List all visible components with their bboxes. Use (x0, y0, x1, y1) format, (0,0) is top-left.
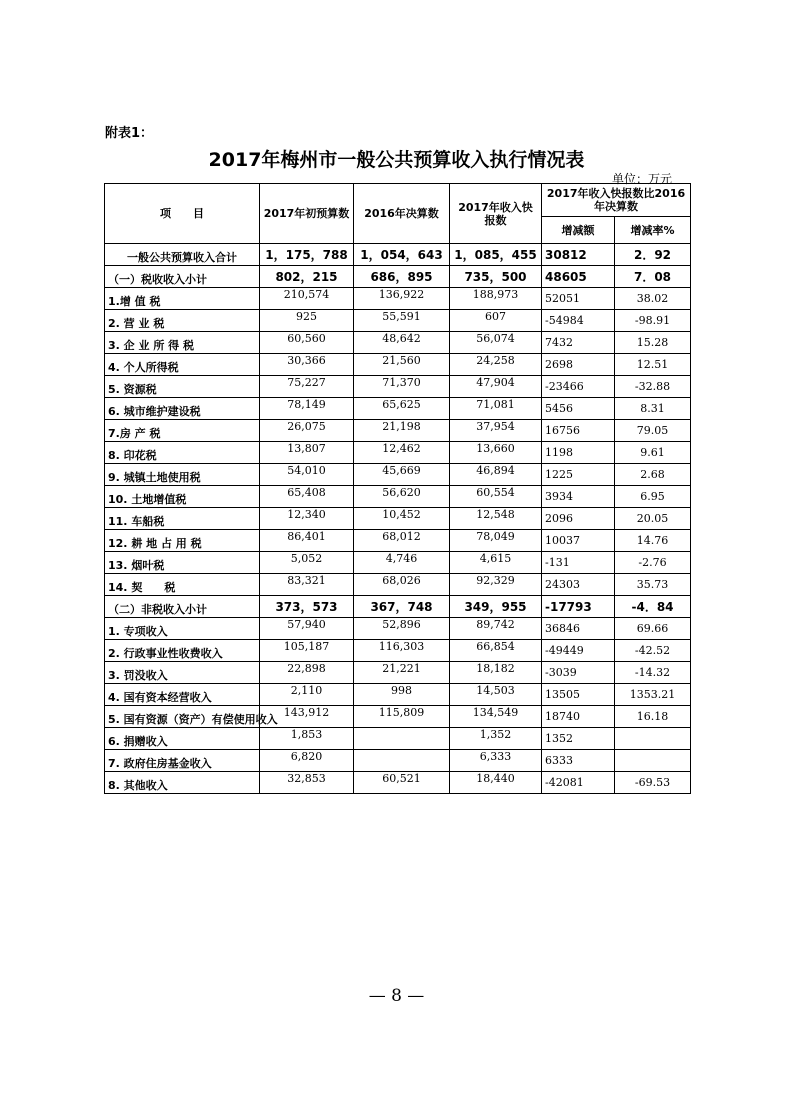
budget-2017-cell: 13,807 (260, 442, 354, 464)
budget-2017-cell: 26,075 (260, 420, 354, 442)
header-quick-2017: 2017年收入快报数 (450, 184, 542, 244)
table-row (105, 464, 691, 486)
quick-2017-cell: 14,503 (450, 684, 542, 706)
row-name: 3. 罚没收入 (105, 662, 260, 684)
final-2016-cell: 68,012 (354, 530, 450, 552)
rate-cell: 79.05 (615, 420, 691, 442)
quick-2017-cell: 188,973 (450, 288, 542, 310)
budget-2017-cell: 86,401 (260, 530, 354, 552)
table-row (105, 508, 691, 530)
final-2016-cell: 52,896 (354, 618, 450, 640)
rate-cell: 2．92 (615, 244, 691, 266)
table-row (105, 574, 691, 596)
table-row (105, 750, 691, 772)
row-name: （二）非税收入小计 (105, 596, 260, 618)
row-name: 7. 政府住房基金收入 (105, 750, 260, 772)
change-cell: 30812 (542, 244, 615, 266)
table-row (105, 640, 691, 662)
row-name: 13. 烟叶税 (105, 552, 260, 574)
row-name: 10. 土地增值税 (105, 486, 260, 508)
quick-2017-cell: 349，955 (450, 596, 542, 618)
row-name: 7.房 产 税 (105, 420, 260, 442)
budget-2017-cell: 54,010 (260, 464, 354, 486)
rate-cell: -98.91 (615, 310, 691, 332)
page-number: — 8 — (368, 986, 425, 1006)
final-2016-cell: 367，748 (354, 596, 450, 618)
table-row (105, 332, 691, 354)
budget-2017-cell: 60,560 (260, 332, 354, 354)
table-row (105, 728, 691, 750)
change-cell: 24303 (542, 574, 615, 596)
header-compare: 2017年收入快报数比2016年决算数 (542, 184, 691, 217)
change-cell: 48605 (542, 266, 615, 288)
rate-cell: 2.68 (615, 464, 691, 486)
quick-2017-cell: 18,182 (450, 662, 542, 684)
page-title: 2017年梅州市一般公共预算收入执行情况表 (208, 149, 585, 171)
quick-2017-cell: 1，085，455 (450, 244, 542, 266)
table-row (105, 662, 691, 684)
rate-cell: 20.05 (615, 508, 691, 530)
quick-2017-cell: 60,554 (450, 486, 542, 508)
rate-cell: -42.52 (615, 640, 691, 662)
rate-cell: 38.02 (615, 288, 691, 310)
budget-2017-cell: 5,052 (260, 552, 354, 574)
quick-2017-cell: 46,894 (450, 464, 542, 486)
rate-cell: -14.32 (615, 662, 691, 684)
budget-2017-cell: 1，175，788 (260, 244, 354, 266)
change-cell: 7432 (542, 332, 615, 354)
row-name: 8. 其他收入 (105, 772, 260, 794)
budget-2017-cell: 83,321 (260, 574, 354, 596)
rate-cell: 69.66 (615, 618, 691, 640)
quick-2017-cell: 12,548 (450, 508, 542, 530)
quick-2017-cell: 134,549 (450, 706, 542, 728)
rate-cell: 6.95 (615, 486, 691, 508)
row-name: 3. 企 业 所 得 税 (105, 332, 260, 354)
quick-2017-cell: 24,258 (450, 354, 542, 376)
row-name: 8. 印花税 (105, 442, 260, 464)
quick-2017-cell: 66,854 (450, 640, 542, 662)
row-name: 5. 资源税 (105, 376, 260, 398)
final-2016-cell: 136,922 (354, 288, 450, 310)
rate-cell: 14.76 (615, 530, 691, 552)
budget-2017-cell: 105,187 (260, 640, 354, 662)
final-2016-cell: 56,620 (354, 486, 450, 508)
change-cell: -3039 (542, 662, 615, 684)
budget-2017-cell: 32,853 (260, 772, 354, 794)
final-2016-cell: 71,370 (354, 376, 450, 398)
table-row (105, 618, 691, 640)
rate-cell: -4．84 (615, 596, 691, 618)
budget-2017-cell: 373，573 (260, 596, 354, 618)
final-2016-cell: 4,746 (354, 552, 450, 574)
row-name: 12. 耕 地 占 用 税 (105, 530, 260, 552)
row-name: 14. 契 税 (105, 574, 260, 596)
rate-cell: 16.18 (615, 706, 691, 728)
change-cell: -42081 (542, 772, 615, 794)
change-cell: 2698 (542, 354, 615, 376)
row-name: 2. 行政事业性收费收入 (105, 640, 260, 662)
table-row (105, 486, 691, 508)
quick-2017-cell: 56,074 (450, 332, 542, 354)
budget-2017-cell: 75,227 (260, 376, 354, 398)
change-cell: 1198 (542, 442, 615, 464)
budget-2017-cell: 57,940 (260, 618, 354, 640)
change-cell: 18740 (542, 706, 615, 728)
table-row (105, 266, 691, 288)
rate-cell: 7．08 (615, 266, 691, 288)
table-body (105, 244, 691, 794)
row-name: 1.增 值 税 (105, 288, 260, 310)
header-budget-2017: 2017年初预算数 (260, 184, 354, 244)
row-name: 5. 国有资源（资产）有偿使用收入 (105, 706, 260, 728)
row-name: 9. 城镇土地使用税 (105, 464, 260, 486)
row-name: 4. 个人所得税 (105, 354, 260, 376)
rate-cell (615, 728, 691, 750)
quick-2017-cell: 4,615 (450, 552, 542, 574)
row-name: 11. 车船税 (105, 508, 260, 530)
row-name: （一）税收收入小计 (105, 266, 260, 288)
row-name: 1. 专项收入 (105, 618, 260, 640)
change-cell: 1352 (542, 728, 615, 750)
budget-2017-cell: 6,820 (260, 750, 354, 772)
budget-2017-cell: 65,408 (260, 486, 354, 508)
rate-cell: 9.61 (615, 442, 691, 464)
rate-cell (615, 750, 691, 772)
final-2016-cell: 21,198 (354, 420, 450, 442)
rate-cell: 8.31 (615, 398, 691, 420)
change-cell: -131 (542, 552, 615, 574)
final-2016-cell: 686，895 (354, 266, 450, 288)
final-2016-cell: 12,462 (354, 442, 450, 464)
header-item: 项 目 (105, 184, 260, 244)
final-2016-cell: 45,669 (354, 464, 450, 486)
table-row (105, 552, 691, 574)
quick-2017-cell: 47,904 (450, 376, 542, 398)
header-final-2016: 2016年决算数 (354, 184, 450, 244)
budget-2017-cell: 925 (260, 310, 354, 332)
header-change: 增减额 (542, 217, 615, 244)
table-row (105, 376, 691, 398)
quick-2017-cell: 13,660 (450, 442, 542, 464)
budget-2017-cell: 210,574 (260, 288, 354, 310)
change-cell: -17793 (542, 596, 615, 618)
table-row (105, 244, 691, 266)
change-cell: 3934 (542, 486, 615, 508)
quick-2017-cell: 71,081 (450, 398, 542, 420)
table-row (105, 596, 691, 618)
change-cell: 10037 (542, 530, 615, 552)
change-cell: 36846 (542, 618, 615, 640)
budget-2017-cell: 2,110 (260, 684, 354, 706)
quick-2017-cell: 6,333 (450, 750, 542, 772)
table-row (105, 420, 691, 442)
table-row (105, 354, 691, 376)
rate-cell: 1353.21 (615, 684, 691, 706)
change-cell: -49449 (542, 640, 615, 662)
final-2016-cell: 68,026 (354, 574, 450, 596)
budget-table (104, 183, 691, 794)
rate-cell: -69.53 (615, 772, 691, 794)
final-2016-cell: 21,221 (354, 662, 450, 684)
table-row (105, 442, 691, 464)
quick-2017-cell: 92,329 (450, 574, 542, 596)
final-2016-cell: 65,625 (354, 398, 450, 420)
final-2016-cell: 10,452 (354, 508, 450, 530)
change-cell: 16756 (542, 420, 615, 442)
final-2016-cell: 21,560 (354, 354, 450, 376)
change-cell: 1225 (542, 464, 615, 486)
change-cell: -54984 (542, 310, 615, 332)
budget-2017-cell: 22,898 (260, 662, 354, 684)
final-2016-cell: 1，054，643 (354, 244, 450, 266)
quick-2017-cell: 37,954 (450, 420, 542, 442)
header-rate: 增减率% (615, 217, 691, 244)
rate-cell: 12.51 (615, 354, 691, 376)
quick-2017-cell: 735，500 (450, 266, 542, 288)
final-2016-cell (354, 750, 450, 772)
table-row (105, 398, 691, 420)
budget-2017-cell: 30,366 (260, 354, 354, 376)
table-row (105, 772, 691, 794)
change-cell: 6333 (542, 750, 615, 772)
budget-2017-cell: 802，215 (260, 266, 354, 288)
change-cell: 13505 (542, 684, 615, 706)
budget-2017-cell: 1,853 (260, 728, 354, 750)
change-cell: 2096 (542, 508, 615, 530)
table-row (105, 706, 691, 728)
rate-cell: 15.28 (615, 332, 691, 354)
row-name: 4. 国有资本经营收入 (105, 684, 260, 706)
quick-2017-cell: 78,049 (450, 530, 542, 552)
change-cell: -23466 (542, 376, 615, 398)
final-2016-cell: 48,642 (354, 332, 450, 354)
budget-2017-cell: 78,149 (260, 398, 354, 420)
quick-2017-cell: 1,352 (450, 728, 542, 750)
row-name: 2. 营 业 税 (105, 310, 260, 332)
change-cell: 5456 (542, 398, 615, 420)
budget-2017-cell: 12,340 (260, 508, 354, 530)
row-name: 6. 捐赠收入 (105, 728, 260, 750)
final-2016-cell: 115,809 (354, 706, 450, 728)
table-row (105, 288, 691, 310)
rate-cell: -32.88 (615, 376, 691, 398)
final-2016-cell: 998 (354, 684, 450, 706)
rate-cell: 35.73 (615, 574, 691, 596)
final-2016-cell: 116,303 (354, 640, 450, 662)
row-name: 6. 城市维护建设税 (105, 398, 260, 420)
final-2016-cell: 60,521 (354, 772, 450, 794)
row-name: 一般公共预算收入合计 (105, 244, 260, 266)
quick-2017-cell: 89,742 (450, 618, 542, 640)
table-row (105, 530, 691, 552)
final-2016-cell: 55,591 (354, 310, 450, 332)
quick-2017-cell: 18,440 (450, 772, 542, 794)
table-row (105, 310, 691, 332)
budget-2017-cell: 143,912 (260, 706, 354, 728)
attachment-label: 附表1： (105, 126, 154, 141)
unit-label: 单位：万元 (612, 172, 673, 186)
final-2016-cell (354, 728, 450, 750)
table-row (105, 684, 691, 706)
quick-2017-cell: 607 (450, 310, 542, 332)
rate-cell: -2.76 (615, 552, 691, 574)
change-cell: 52051 (542, 288, 615, 310)
